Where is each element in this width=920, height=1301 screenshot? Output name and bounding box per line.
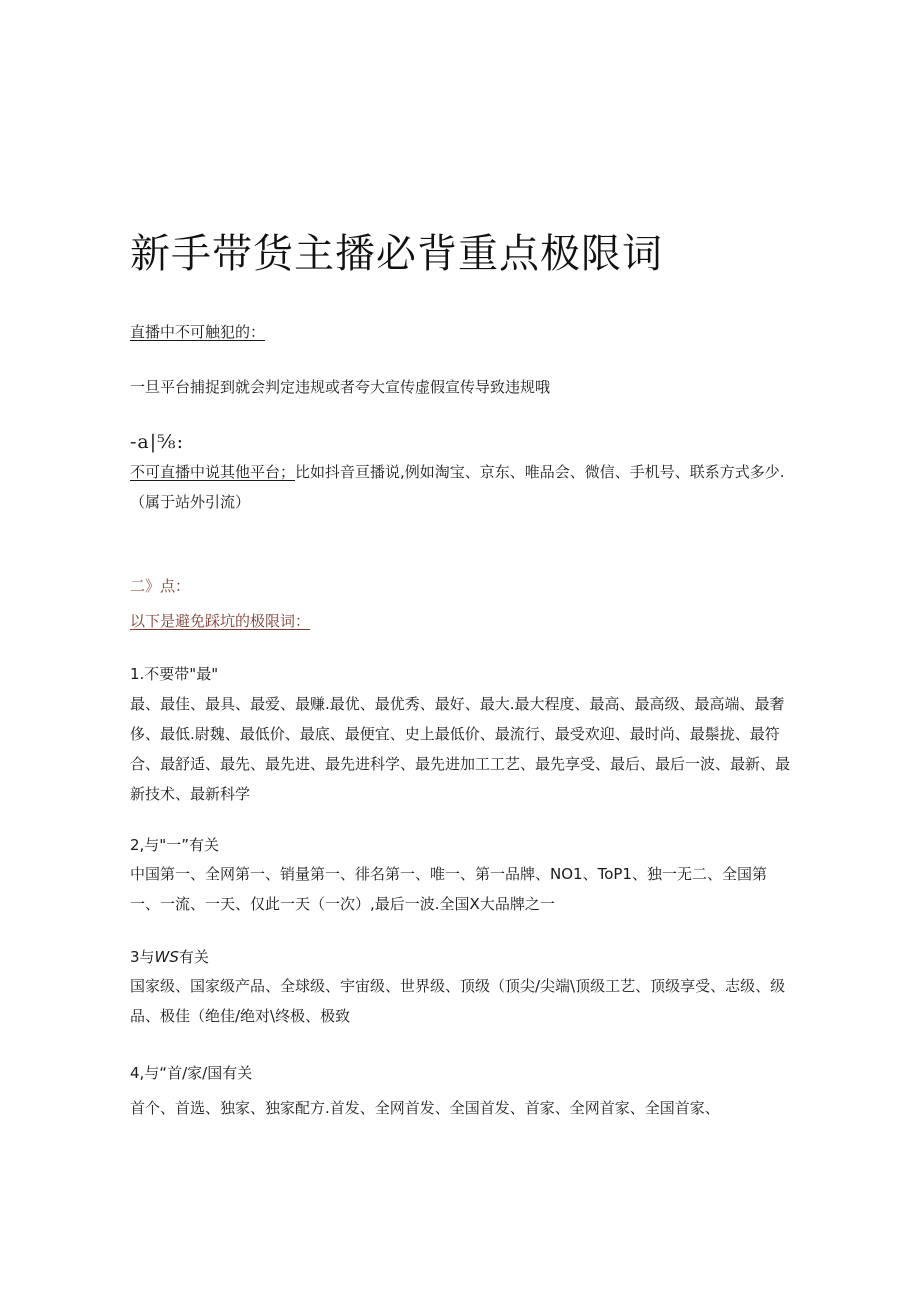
section-4-body: 首个、首选、独家、独家配方.首发、全网首发、全国首发、首家、全网首家、全国首家、 xyxy=(130,1099,720,1117)
section-3-heading xyxy=(130,947,209,967)
intro-line: 一旦平台捕捉到就会判定违规或者夸大宣传虚假宣传导致违规哦 xyxy=(130,378,551,396)
section-1-heading: 1.不要带"最" xyxy=(130,665,219,683)
section-2-body: 中国第一、全网第一、销量第一、徘名第一、唯一、第一品牌、NO1、ToP1、独一无二、全国第一、一流、一天、仅此一天（一次）,最后一波.全国X大品牌之一 xyxy=(130,865,767,913)
section-2-heading: 2,与"一”有关 xyxy=(130,836,219,854)
point2-heading: 二》点： xyxy=(130,577,191,595)
intro-heading: 直播中不可触犯的： xyxy=(130,323,266,341)
section-3-body: 国家级、国家级产品、全球级、宇宙级、世界级、顶级（顶尖/尖端\顶级工艺、顶级享受、志级、级品、极佳（绝佳/绝对\终极、极致 xyxy=(130,977,786,1025)
point1-heading: -a|⅝: xyxy=(130,431,184,453)
point1-paragraph xyxy=(130,457,790,517)
section-3-heading-italic: WS xyxy=(154,948,179,966)
point2-subheading: 以下是避免踩坑的极限词： xyxy=(130,612,311,630)
point1-underlined-text: 不可直播中说其他平台； xyxy=(130,463,296,481)
document-title: 新手带货主播必背重点极限词 xyxy=(130,231,663,277)
point1-text: 比如抖音亘播说,例如淘宝、京东、唯品会、微信、手机号、联系方式多少.（属于站外引流） xyxy=(130,463,785,511)
section-4-heading: 4,与“首/家/国有关 xyxy=(130,1064,253,1082)
section-3-heading-post: 有关 xyxy=(178,948,209,966)
section-3-heading-pre: 3与 xyxy=(130,948,155,966)
section-1-body: 最、最佳、最具、最爱、最赚.最优、最优秀、最好、最大.最大程度、最高、最高级、最高端、最奢侈、最低.尉魏、最低价、最底、最便宜、史上最低价、最流行、最受欢迎、最时尚、最鬃拢、最符合、最舒适、最先、最先进、最先进科学、最先进加工工艺、最先享受、最后、最后一波、最新、最新技术、最新科学 xyxy=(130,695,791,803)
